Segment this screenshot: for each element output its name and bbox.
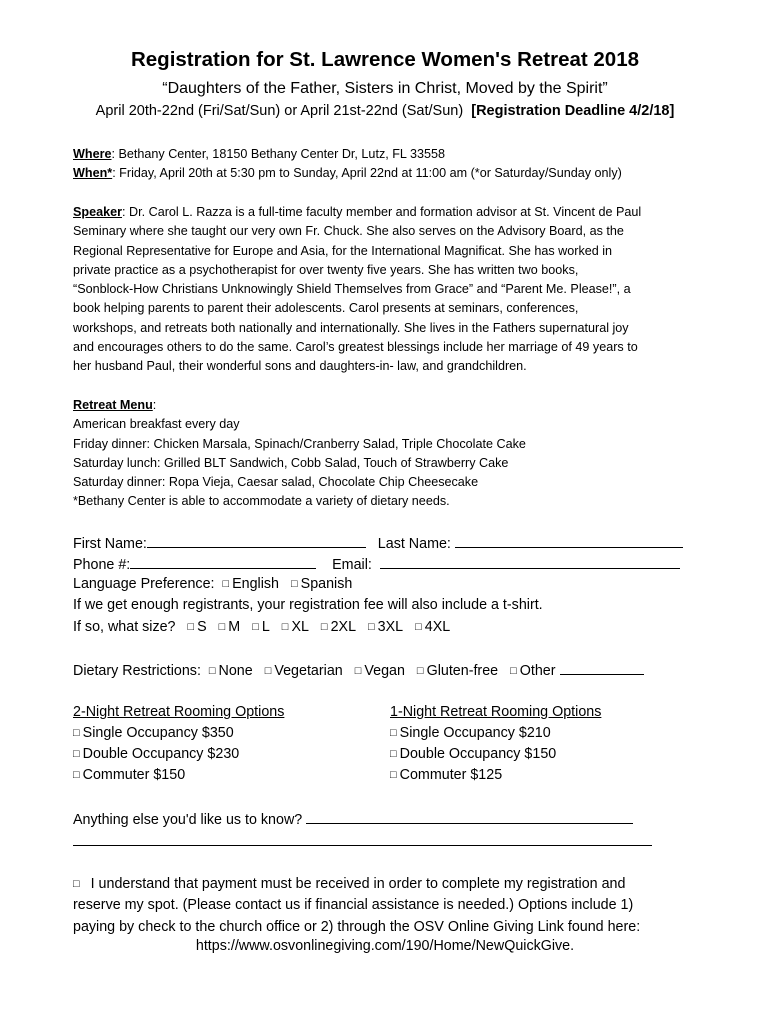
menu-item: *Bethany Center is able to accommodate a variety of dietary needs. <box>73 494 450 509</box>
menu-item: Friday dinner: Chicken Marsala, Spinach/Cranberry Salad, Triple Chocolate Cake <box>73 436 526 451</box>
speaker-paragraph <box>73 203 703 377</box>
size-option-label: XL <box>291 619 309 635</box>
english-checkbox[interactable]: □ <box>222 578 230 590</box>
speaker-line: “Sonblock-How Christians Unknowingly Shield Themselves from Grace” and “Parent Me. Please!”, a <box>73 282 631 297</box>
diet-none-checkbox[interactable]: □ <box>208 665 216 677</box>
when-text: : Friday, April 20th at 5:30 pm to Sunday, April 22nd at 11:00 am (*or Saturday/Sunday only) <box>112 166 622 180</box>
room-option-label: Commuter $150 <box>82 767 186 783</box>
spanish-checkbox[interactable]: □ <box>291 578 298 590</box>
menu-item: Saturday dinner: Ropa Vieja, Caesar salad, Chocolate Chip Cheesecake <box>73 475 479 490</box>
diet-gluten-free-checkbox[interactable]: □ <box>416 665 424 677</box>
one-night-heading: 1-Night Retreat Rooming Options <box>390 704 602 720</box>
speaker-label: Speaker <box>73 205 123 219</box>
closing-line: I understand that payment must be received in order to complete my registration and <box>90 876 626 892</box>
first-name-label: First Name: <box>73 536 147 552</box>
payment-ack-checkbox[interactable]: □ <box>73 878 80 890</box>
one-night-commuter-checkbox[interactable]: □ <box>390 769 397 781</box>
speaker-line: her husband Paul, their wonderful sons and daughters-in- law, and grandchildren. <box>73 359 527 374</box>
email-field[interactable] <box>380 555 680 569</box>
date-options: April 20th-22nd (Fri/Sat/Sun) or April 21st-22nd (Sat/Sun) <box>95 103 464 119</box>
size-l-checkbox[interactable]: □ <box>252 621 259 633</box>
diet-option-label: None <box>218 663 253 679</box>
size-m-checkbox[interactable]: □ <box>218 621 226 633</box>
room-option-label: Commuter $125 <box>399 767 503 783</box>
menu-colon: : <box>152 398 157 412</box>
diet-vegetarian-checkbox[interactable]: □ <box>264 665 272 677</box>
one-night-single-checkbox[interactable]: □ <box>390 727 397 739</box>
retreat-dates <box>0 103 770 119</box>
first-name-field[interactable] <box>147 534 366 548</box>
phone-label: Phone #: <box>73 557 131 573</box>
room-option-label: Double Occupancy $150 <box>399 746 557 762</box>
size-option-label: 4XL <box>424 619 451 635</box>
tshirt-note: If we get enough registrants, your registration fee will also include a t-shirt. <box>73 597 543 613</box>
diet-option-label: Other <box>519 663 556 679</box>
room-option-label: Double Occupancy $230 <box>82 746 240 762</box>
retreat-theme: “Daughters of the Father, Sisters in Christ, Moved by the Spirit” <box>162 80 608 97</box>
size-4xl-checkbox[interactable]: □ <box>415 621 422 633</box>
speaker-line: : Dr. Carol L. Razza is a full-time faculty member and formation advisor at St. Vincent de Paul <box>122 205 642 219</box>
last-name-field[interactable] <box>455 534 683 548</box>
diet-option-label: Gluten-free <box>426 663 499 679</box>
anything-else-label: Anything else you'd like us to know? <box>73 812 303 828</box>
english-option-label: English <box>232 576 280 592</box>
size-option-label: M <box>228 619 241 635</box>
language-row <box>73 576 352 592</box>
when-label: When* <box>73 166 113 180</box>
size-3xl-checkbox[interactable]: □ <box>368 621 375 633</box>
spanish-option-label: Spanish <box>300 576 353 592</box>
two-night-double-checkbox[interactable]: □ <box>73 748 80 760</box>
speaker-line: Regional Representative for Europe and Asia, for the International Magnificat. She has worked in <box>73 243 613 258</box>
two-night-option <box>73 746 239 762</box>
size-option-label: L <box>261 619 270 635</box>
speaker-line: private practice as a psychotherapist for over twenty five years. She has written two books, <box>73 262 579 277</box>
size-option-label: 3XL <box>377 619 404 635</box>
page-title: Registration for St. Lawrence Women's Retreat 2018 <box>130 48 640 71</box>
email-label: Email: <box>332 557 372 573</box>
registration-deadline: [Registration Deadline 4/2/18] <box>471 103 675 119</box>
one-night-option <box>390 725 551 741</box>
diet-option-label: Vegetarian <box>274 663 343 679</box>
size-label: If so, what size? <box>73 619 176 635</box>
speaker-line: Seminary where she taught our very own Fr. Chuck. She also serves on the Advisory Board, as the <box>73 224 624 239</box>
anything-else-row <box>73 810 633 828</box>
anything-else-field-line2[interactable] <box>73 832 652 846</box>
diet-other-field[interactable] <box>560 661 644 675</box>
where-text: : Bethany Center, 18150 Bethany Center Dr, Lutz, FL 33558 <box>111 147 445 161</box>
menu-item: American breakfast every day <box>73 417 240 432</box>
payment-acknowledgement <box>73 874 640 938</box>
when-line <box>73 164 622 183</box>
closing-line: paying by check to the church office or 2) through the OSV Online Giving Link found here: <box>73 918 641 935</box>
one-night-double-checkbox[interactable]: □ <box>390 748 397 760</box>
last-name-label: Last Name: <box>377 536 451 552</box>
anything-else-field[interactable] <box>306 810 633 824</box>
size-xl-checkbox[interactable]: □ <box>281 621 289 633</box>
retreat-menu <box>73 396 703 512</box>
anything-else-continuation <box>73 832 652 850</box>
online-giving-link[interactable]: https://www.osvonlinegiving.com/190/Home/NewQuickGive. <box>195 938 575 954</box>
size-row <box>73 619 450 635</box>
one-night-option <box>390 746 556 762</box>
two-night-option <box>73 767 185 783</box>
room-option-label: Single Occupancy $350 <box>82 725 234 741</box>
size-option-label: S <box>197 619 207 635</box>
phone-field[interactable] <box>130 555 316 569</box>
speaker-line: workshops, and retreats both nationally and internationally. She lives in the Fathers supernatural joy <box>73 320 629 335</box>
two-night-commuter-checkbox[interactable]: □ <box>73 769 80 781</box>
language-label: Language Preference: <box>73 576 215 592</box>
two-night-title <box>73 704 284 720</box>
name-row <box>73 534 683 552</box>
one-night-option <box>390 767 502 783</box>
contact-row <box>73 555 680 573</box>
dietary-label: Dietary Restrictions: <box>73 663 201 679</box>
room-option-label: Single Occupancy $210 <box>399 725 551 741</box>
two-night-option <box>73 725 234 741</box>
speaker-line: book helping parents to parent their adolescents. Carol presents at seminars, conferences, <box>73 301 579 316</box>
size-2xl-checkbox[interactable]: □ <box>320 621 328 633</box>
menu-label: Retreat Menu <box>73 398 153 412</box>
size-option-label: 2XL <box>330 619 357 635</box>
menu-item: Saturday lunch: Grilled BLT Sandwich, Cobb Salad, Touch of Strawberry Cake <box>73 455 509 470</box>
two-night-single-checkbox[interactable]: □ <box>73 727 80 739</box>
where-label: Where <box>73 147 112 161</box>
diet-other-checkbox[interactable]: □ <box>510 665 517 677</box>
dietary-row <box>73 661 644 679</box>
size-s-checkbox[interactable]: □ <box>187 621 195 633</box>
diet-option-label: Vegan <box>364 663 405 679</box>
closing-line: reserve my spot. (Please contact us if financial assistance is needed.) Options include 1) <box>73 897 634 914</box>
where-line <box>73 145 445 164</box>
diet-vegan-checkbox[interactable]: □ <box>354 665 362 677</box>
speaker-line: and encourages others to do the same. Carol’s greatest blessings include her marriage of 49 years to <box>73 340 638 355</box>
one-night-title <box>390 704 601 720</box>
two-night-heading: 2-Night Retreat Rooming Options <box>73 704 285 720</box>
